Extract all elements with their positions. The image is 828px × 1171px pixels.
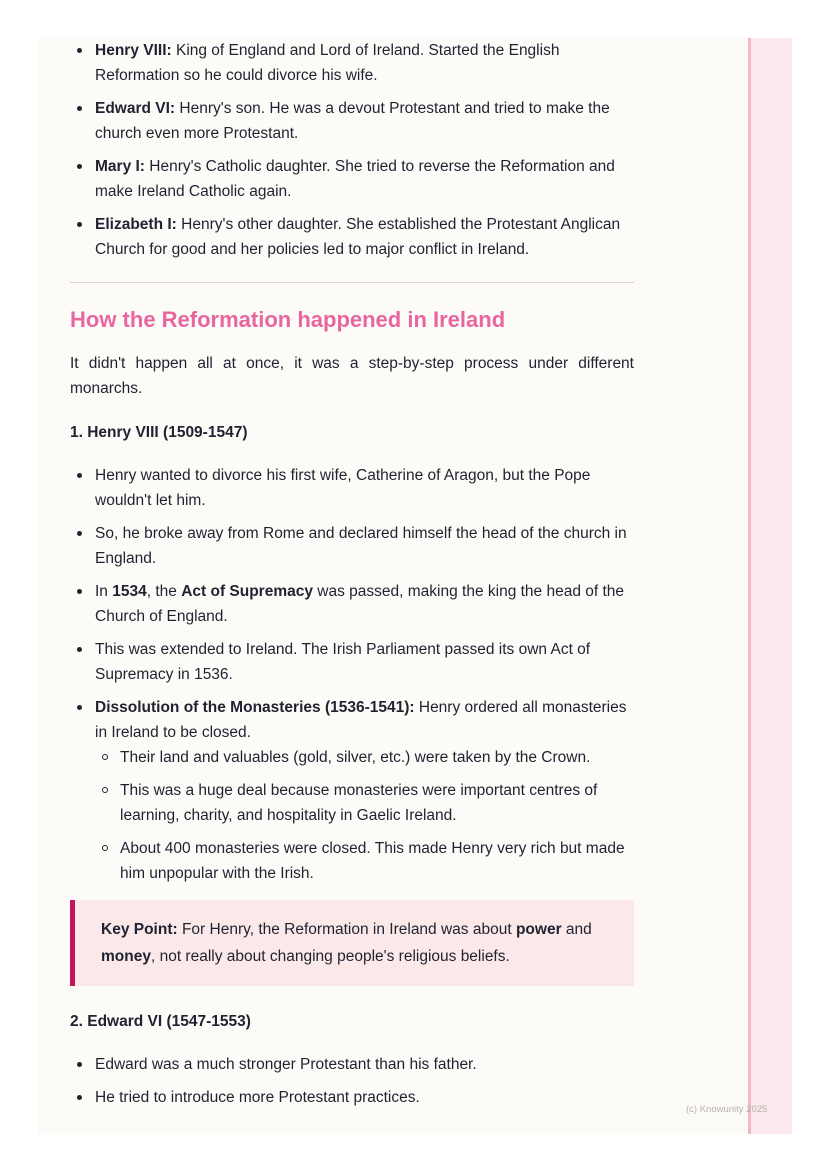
list-item [70,212,634,262]
copyright-footer: (c) Knowunity 2025 [686,1104,768,1115]
monarch-desc: King of England and Lord of Ireland. Started the English Reformation so he could divorce his wife. [95,42,560,84]
list-item [70,154,634,204]
word-money: money [101,948,151,965]
section-divider [70,282,634,283]
edward-list [70,1052,634,1110]
list-item: Edward was a much stronger Protestant than his father. [70,1052,634,1077]
dissolution-label: Dissolution of the Monasteries (1536-1541): [95,699,415,716]
side-rail [748,38,792,1134]
list-item: Henry wanted to divorce his first wife, Catherine of Aragon, but the Pope wouldn't let him. [70,463,634,513]
section-intro: It didn't happen all at once, it was a step-by-step process under different monarchs. [70,355,634,397]
sub-list-item: This was a huge deal because monasteries were important centres of learning, charity, and hospitality in Gaelic Ireland. [95,778,634,828]
text-run: , not really about changing people's religious beliefs. [150,948,510,965]
henry-list [70,463,634,886]
text-run: and [561,921,592,938]
section-title: How the Reformation happened in Ireland [70,307,506,332]
word-power: power [515,921,562,938]
monarch-desc: Henry's son. He was a devout Protestant and tried to make the church even more Protestant. [95,100,610,142]
monarch-name: Edward VI: [95,100,176,117]
monarch-name: Henry VIII: [95,42,172,59]
monarch-name: Mary I: [95,158,145,175]
list-item [70,96,634,146]
monarch-desc: Henry's other daughter. She established the Protestant Anglican Church for good and her policies led to major conflict in Ireland. [95,216,621,258]
monarch-desc: Henry's Catholic daughter. She tried to reverse the Reformation and make Ireland Catholic again. [95,158,615,200]
list-item: He tried to introduce more Protestant practices. [70,1085,634,1110]
list-item: So, he broke away from Rome and declared himself the head of the church in England. [70,521,634,571]
text-run: , the [146,583,182,600]
henry-heading: 1. Henry VIII (1509-1547) [70,424,248,441]
list-item [70,695,634,886]
key-point-label: Key Point: [101,921,178,938]
document-content [70,38,634,1118]
list-item [70,38,634,88]
monarch-list [70,38,634,262]
text-run: In [95,583,113,600]
list-item [70,579,634,629]
text-run: For Henry, the Reformation in Ireland was about [177,921,516,938]
list-item: This was extended to Ireland. The Irish Parliament passed its own Act of Supremacy in 1536. [70,637,634,687]
act-of-supremacy: Act of Supremacy [181,583,313,600]
monarch-name: Elizabeth I: [95,216,177,233]
text-run: Henry ordered all monasteries in Ireland to be closed. [95,699,627,741]
dissolution-sublist [95,745,634,886]
sub-list-item: Their land and valuables (gold, silver, etc.) were taken by the Crown. [95,745,634,770]
sub-list-item: About 400 monasteries were closed. This made Henry very rich but made him unpopular with the Irish. [95,836,634,886]
year-1534: 1534 [112,583,147,600]
text-run: was passed, making the king the head of the Church of England. [95,583,625,625]
edward-heading: 2. Edward VI (1547-1553) [70,1013,251,1030]
key-point-callout [70,900,634,986]
